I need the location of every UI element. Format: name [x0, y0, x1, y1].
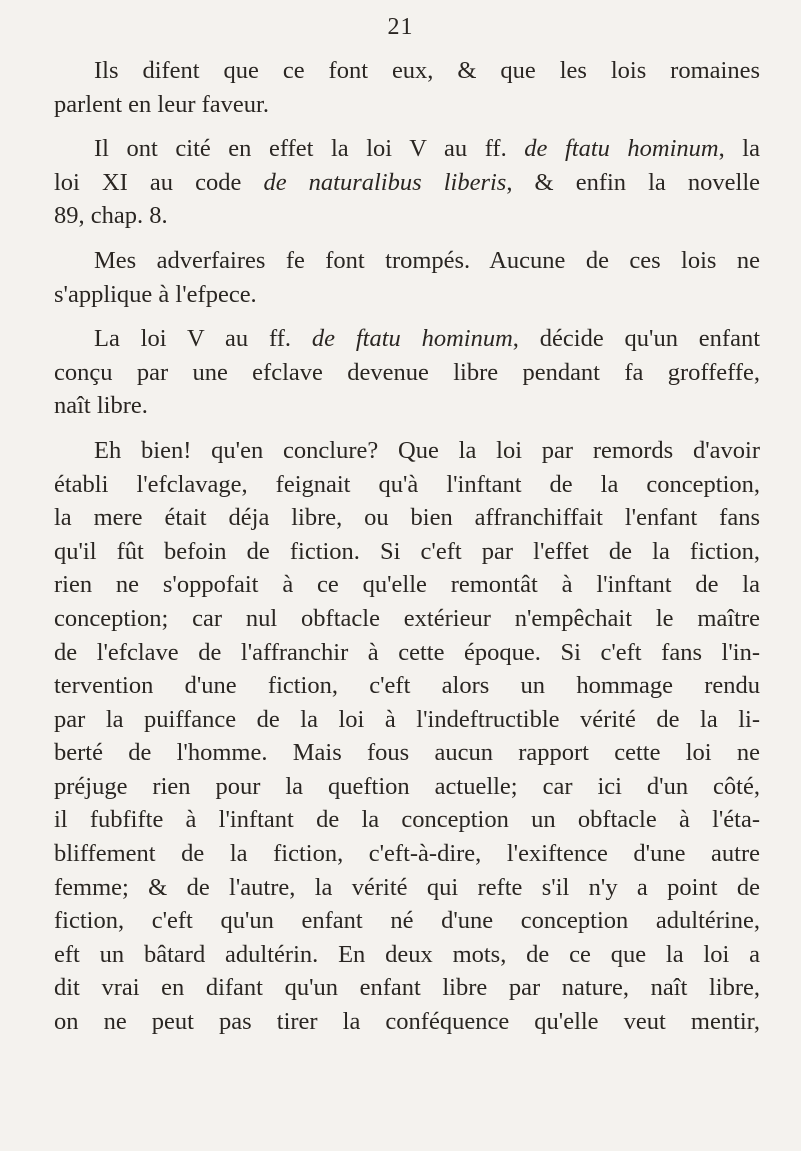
- text-segment: Eh bien! qu'en conclure? Que la loi par remords d'avoir: [94, 436, 760, 464]
- text-line: [54, 468, 760, 502]
- text-line: [54, 244, 760, 278]
- text-line: [54, 871, 760, 905]
- italic-title: de ftatu hominum: [524, 135, 719, 163]
- text-segment: , & enfin la novelle: [506, 168, 760, 196]
- text-line: [54, 770, 760, 804]
- paragraph: [54, 434, 760, 1039]
- text-segment: berté de l'homme. Mais fous aucun rapport cette loi ne: [54, 739, 760, 767]
- text-line: [54, 602, 760, 636]
- text-line: [54, 736, 760, 770]
- text-line: [54, 356, 760, 390]
- text-segment: Ils difent que ce font eux, & que les lois romaines: [94, 57, 760, 84]
- text-segment: conception; car nul obftacle extérieur n'empêchait le maître: [54, 604, 760, 632]
- paragraph: [54, 54, 760, 121]
- text-segment: conçu par une efclave devenue libre pendant fa groffeffe,: [54, 358, 760, 386]
- text-segment: établi l'efclavage, feignait qu'à l'inftant de la conception,: [54, 470, 760, 498]
- text-segment: bliffement de la fiction, c'eft-à-dire, l'exiftence d'une autre: [54, 840, 760, 868]
- text-segment: qu'il fût befoin de fiction. Si c'eft par l'effet de la fiction,: [54, 537, 760, 565]
- text-line: [54, 703, 760, 737]
- paragraph-gap: [54, 423, 760, 434]
- text-line: [54, 1005, 760, 1039]
- text-segment: femme; & de l'autre, la vérité qui refte s'il n'y a point de: [54, 873, 760, 901]
- text-line: [54, 568, 760, 602]
- text-segment: Il ont cité en effet la loi V au ff.: [94, 135, 525, 163]
- paragraph: [54, 244, 760, 311]
- text-segment: de l'efclave de l'affranchir à cette époque. Si c'eft fans l'in-: [54, 638, 760, 666]
- paragraph: [54, 132, 760, 233]
- text-line: [54, 434, 760, 468]
- text-line: [54, 636, 760, 670]
- body-text: [54, 54, 760, 1039]
- text-line: [54, 132, 760, 166]
- text-line: [54, 199, 760, 233]
- text-line: [54, 54, 760, 88]
- text-line: [54, 166, 760, 200]
- paragraph: [54, 322, 760, 423]
- text-segment: parlent en leur faveur.: [54, 90, 269, 118]
- text-line: [54, 535, 760, 569]
- text-segment: loi XI au code: [54, 168, 264, 196]
- text-segment: tervention d'une fiction, c'eft alors un hommage rendu: [54, 672, 760, 700]
- text-segment: dit vrai en difant qu'un enfant libre par nature, naît libre,: [54, 974, 760, 1002]
- italic-title: de naturalibus liberis: [263, 168, 507, 196]
- text-line: [54, 938, 760, 972]
- text-line: [54, 669, 760, 703]
- italic-title: de ftatu hominum: [311, 325, 513, 353]
- text-segment: préjuge rien pour la queftion actuelle; car ici d'un côté,: [54, 772, 760, 800]
- text-line: [54, 904, 760, 938]
- text-segment: , la: [718, 135, 760, 163]
- text-line: [54, 322, 760, 356]
- text-segment: Mes adverfaires fe font trompés. Aucune de ces lois ne: [94, 246, 760, 274]
- text-segment: il fubfifte à l'inftant de la conception un obftacle à l'éta-: [54, 806, 760, 834]
- text-segment: la mere était déja libre, ou bien affranchiffait l'enfant fans: [54, 504, 760, 532]
- text-line: [54, 971, 760, 1005]
- text-segment: eft un bâtard adultérin. En deux mots, de ce que la loi a: [54, 940, 760, 968]
- text-segment: , décide qu'un enfant: [512, 325, 760, 353]
- text-segment: s'applique à l'efpece.: [54, 280, 257, 308]
- text-line: [54, 278, 760, 312]
- text-segment: La loi V au ff.: [94, 325, 312, 353]
- paragraph-gap: [54, 311, 760, 322]
- page-number: 21: [387, 14, 414, 40]
- text-line: [54, 501, 760, 535]
- text-segment: fiction, c'eft qu'un enfant né d'une conception adultérine,: [54, 907, 760, 935]
- text-segment: rien ne s'oppofait à ce qu'elle remontât à l'inftant de la: [54, 571, 760, 599]
- text-line: [54, 389, 760, 423]
- text-line: [54, 88, 760, 122]
- text-segment: on ne peut pas tirer la conféquence qu'elle veut mentir,: [54, 1008, 760, 1036]
- text-segment: naît libre.: [54, 392, 148, 420]
- text-segment: par la puiffance de la loi à l'indeftructible vérité de la li-: [54, 705, 760, 733]
- text-line: [54, 837, 760, 871]
- text-line: [54, 803, 760, 837]
- paragraph-gap: [54, 121, 760, 132]
- paragraph-gap: [54, 233, 760, 244]
- text-segment: 89, chap. 8.: [54, 202, 168, 230]
